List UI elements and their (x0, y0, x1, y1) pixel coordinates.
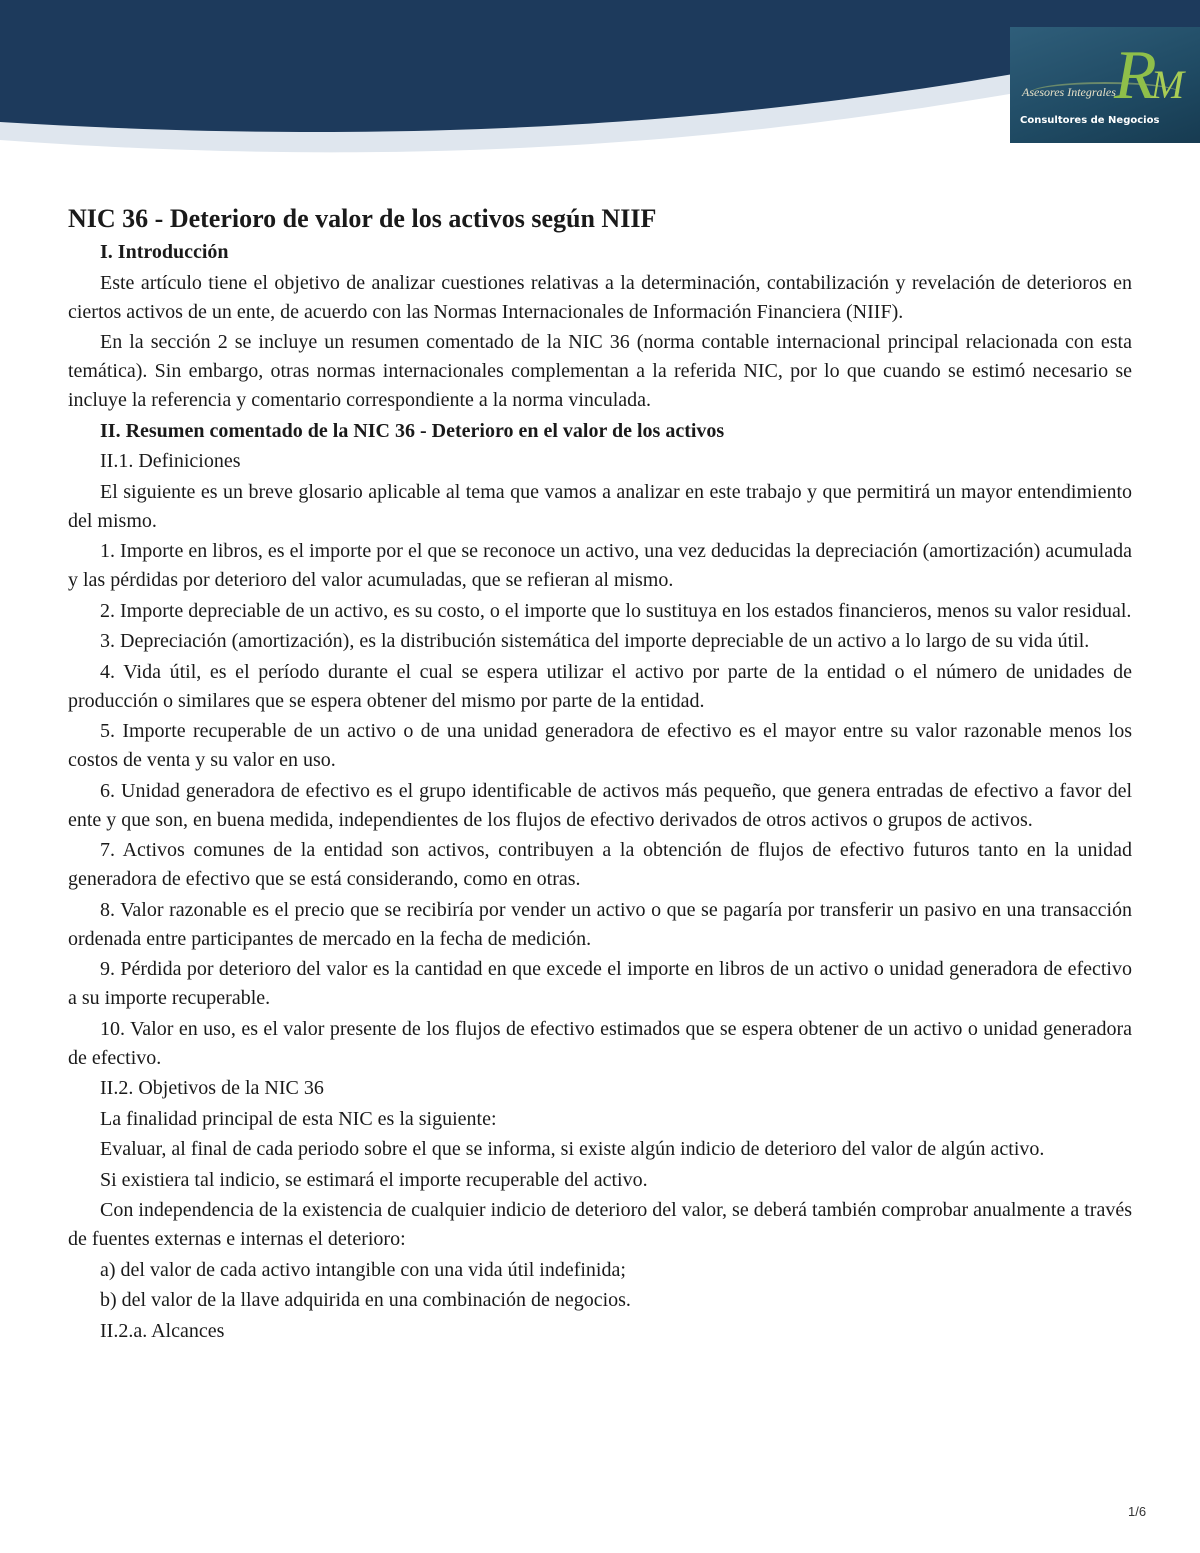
paragraph: 6. Unidad generadora de efectivo es el grupo identificable de activos más pequeño, que genera entradas de efectivo a favor del ente y que son, en buena medida, independientes de los flujos de efectivo derivados de otros activos o grupos de activos. (68, 779, 1132, 831)
paragraph: 4. Vida útil, es el período durante el cual se espera utilizar el activo por parte de la entidad o el número de unidades de producción o similares que se espera obtener del mismo por parte de la entidad. (68, 660, 1132, 712)
paragraph: 7. Activos comunes de la entidad son activos, contribuyen a la obtención de flujos de efectivo futuros tanto en la unidad generadora de efectivo que se está considerando, como en otras. (68, 839, 1132, 890)
paragraph: 2. Importe depreciable de un activo, es su costo, o el importe que lo sustituya en los estados financieros, menos su valor residual. (100, 599, 1132, 622)
paragraph: La finalidad principal de esta NIC es la siguiente: (100, 1107, 497, 1130)
paragraph: 1. Importe en libros, es el importe por el que se reconoce un activo, una vez deducidas la depreciación (amortización) acumulada y las pérdidas por deterioro del valor acumuladas, que se refieran al mismo. (68, 540, 1132, 591)
paragraph: I. Introducción (100, 241, 229, 263)
paragraph: 3. Depreciación (amortización), es la distribución sistemática del importe depreciable de un activo a lo largo de su vida útil. (100, 630, 1090, 652)
document-body (68, 202, 1132, 1346)
paragraph: b) del valor de la llave adquirida en una combinación de negocios. (100, 1289, 631, 1311)
paragraph: 9. Pérdida por deterioro del valor es la cantidad en que excede el importe en libros de un activo o unidad generadora de efectivo a su importe recuperable. (68, 958, 1132, 1009)
page-number: 1/6 (1128, 1504, 1147, 1519)
paragraph: II.2.a. Alcances (100, 1319, 225, 1342)
paragraph: Con independencia de la existencia de cualquier indicio de deterioro del valor, se deberá también comprobar anualmente a través de fuentes externas e internas el deterioro: (68, 1199, 1132, 1250)
paragraph-list (68, 238, 1132, 1346)
paragraph: II. Resumen comentado de la NIC 36 - Deterioro en el valor de los activos (100, 419, 725, 442)
logo-monogram-m: M (1150, 62, 1179, 107)
paragraph: Este artículo tiene el objetivo de analizar cuestiones relativas a la determinación, contabilización y revelación de deterioros en ciertos activos de un ente, de acuerdo con las Normas Internacionales de Información Financiera (NIIF). (68, 271, 1132, 323)
logo-script-text: Asesores Integrales (1022, 85, 1116, 99)
paragraph: II.2. Objetivos de la NIC 36 (100, 1077, 324, 1099)
paragraph: a) del valor de cada activo intangible con una vida útil indefinida; (100, 1258, 626, 1281)
paragraph: 10. Valor en uso, es el valor presente de los flujos de efectivo estimados que se espera obtener de un activo o unidad generadora de efectivo. (68, 1017, 1132, 1069)
paragraph: El siguiente es un breve glosario aplicable al tema que vamos a analizar en este trabajo y que permitirá un mayor entendimiento del mismo. (68, 480, 1132, 532)
logo-monogram-r: R (1114, 37, 1151, 114)
logo-subtitle: Consultores de Negocios (1020, 115, 1160, 126)
paragraph: Si existiera tal indicio, se estimará el importe recuperable del activo. (100, 1168, 648, 1191)
paragraph: 8. Valor razonable es el precio que se recibiría por vender un activo o que se pagaría por transferir un pasivo en una transacción ordenada entre participantes de mercado en la fecha de medición. (68, 898, 1132, 950)
company-logo (1010, 27, 1200, 143)
logo-monogram (1114, 37, 1179, 114)
paragraph: En la sección 2 se incluye un resumen comentado de la NIC 36 (norma contable internacional principal relacionada con esta temática). Sin embargo, otras normas internacionales complementan a la referida NIC, por lo que cuando se estimó necesario se incluye la referencia y comentario correspondiente a la norma vinculada. (68, 331, 1132, 411)
paragraph: 5. Importe recuperable de un activo o de una unidad generadora de efectivo es el mayor entre su valor razonable menos los costos de venta y su valor en uso. (68, 720, 1132, 771)
paragraph: Evaluar, al final de cada periodo sobre el que se informa, si existe algún indicio de deterioro del valor de algún activo. (100, 1138, 1045, 1160)
paragraph: II.1. Definiciones (100, 450, 241, 472)
document-title: NIC 36 - Deterioro de valor de los activos según NIIF (68, 204, 657, 233)
